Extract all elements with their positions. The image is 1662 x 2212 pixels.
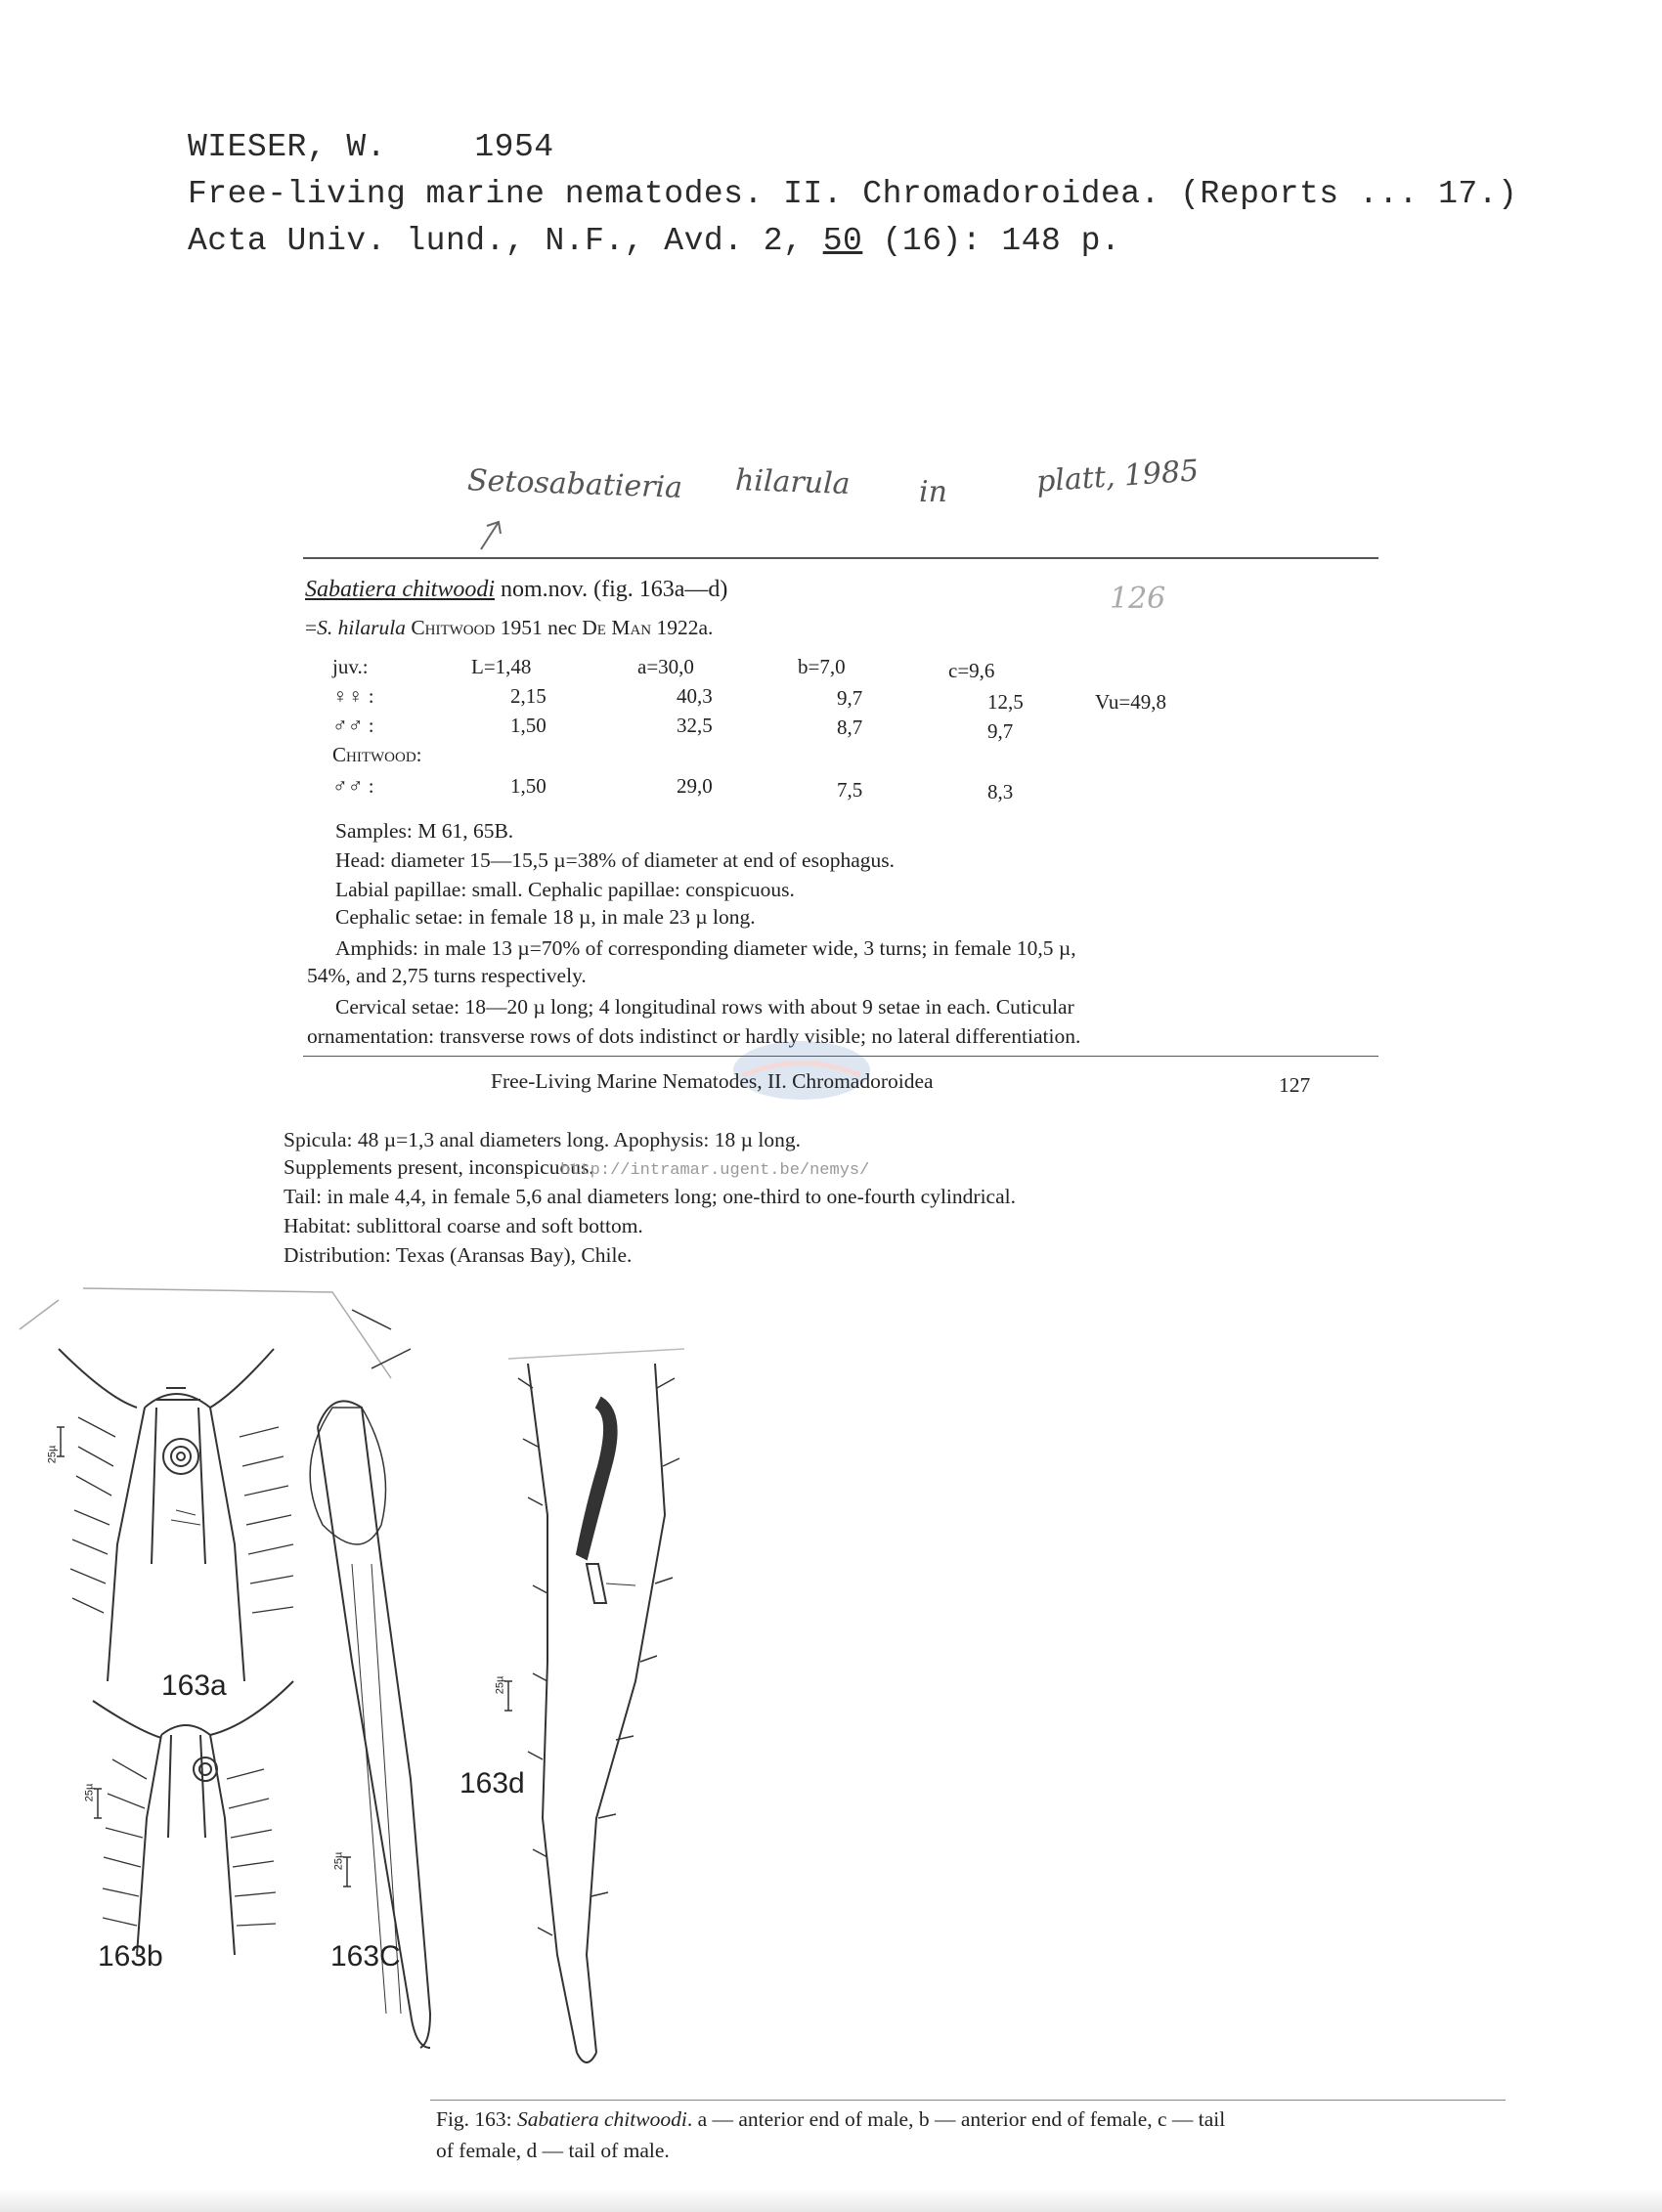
synonym-line (305, 616, 713, 640)
row3-label: Chitwood: (332, 743, 422, 766)
row2-b: 8,7 (837, 716, 863, 739)
synonym-end: 1922a. (651, 616, 714, 639)
handwritten-arrow-icon (477, 518, 506, 551)
caption-line-2: of female, d — tail of male. (436, 2139, 670, 2162)
handwritten-genus: Setosabatieria (466, 463, 683, 505)
scale-label-c: 25µ (332, 1851, 345, 1871)
row4-b: 7,5 (837, 778, 863, 802)
row0-c: c=9,6 (948, 659, 995, 682)
desc-line-3: Cephalic setae: in female 18 µ, in male 23 µ long. (335, 905, 756, 929)
header-journal (188, 223, 1120, 259)
scale-label-a: 25µ (46, 1445, 59, 1464)
row2-c: 9,7 (987, 719, 1014, 743)
handwritten-author: platt, 1985 (1034, 454, 1201, 499)
handwritten-in: in (919, 475, 947, 509)
species-suffix: nom.nov. (fig. 163a—d) (495, 577, 728, 602)
row1-vu: Vu=49,8 (1095, 690, 1166, 714)
page2-line-1-text: Supplements present, inconspicuous. (284, 1155, 594, 1179)
row4-label: ♂♂ : (332, 774, 374, 798)
top-rule (303, 557, 1378, 559)
desc-line-0: Samples: M 61, 65B. (335, 819, 514, 843)
handwritten-species: hilarula (734, 462, 852, 502)
header-year: 1954 (474, 129, 554, 165)
fig-163d-body (528, 1364, 665, 2053)
caption-species: Sabatiera chitwoodi (517, 2107, 687, 2131)
scale-label-b: 25µ (83, 1783, 96, 1802)
page2-line-3: Habitat: sublittoral coarse and soft bottom. (284, 1214, 643, 1237)
desc-line-7: ornamentation: transverse rows of dots indistinct or hardly visible; no lateral differentiation. (307, 1024, 1081, 1048)
synonym-name: S. hilarula (317, 616, 406, 639)
row1-L: 2,15 (510, 684, 547, 708)
desc-line-4: Amphids: in male 13 µ=70% of corresponding diameter wide, 3 turns; in female 10,5 µ, (335, 936, 1076, 960)
caption-text1: . a — anterior end of male, b — anterior end of female, c — tail (686, 2107, 1226, 2131)
row2-L: 1,50 (510, 714, 547, 737)
fig-163b-body (137, 1725, 235, 1955)
fig-label-163a: 163a (161, 1670, 227, 1702)
row4-L: 1,50 (510, 774, 547, 798)
header-pages: (16): 148 p. (862, 223, 1121, 259)
page2-line-4: Distribution: Texas (Aransas Bay), Chile. (284, 1243, 633, 1267)
row4-c: 8,3 (987, 780, 1014, 803)
row4-a: 29,0 (677, 774, 713, 798)
row1-b: 9,7 (837, 686, 863, 710)
row1-label: ♀♀ : (332, 684, 374, 708)
row0-L: L=1,48 (471, 655, 532, 678)
row2-label: ♂♂ : (332, 714, 374, 737)
page2-line-1 (284, 1155, 869, 1180)
header-journal-name: Acta Univ. lund., N.F., Avd. 2, (188, 223, 823, 259)
fig-label-163c: 163C (330, 1940, 401, 1973)
desc-line-1: Head: diameter 15—15,5 µ=38% of diameter at end of esophagus. (335, 848, 895, 872)
scan-edge (0, 2190, 1662, 2212)
caption-rule (430, 2100, 1506, 2101)
synonym-author1: Chitwood (411, 616, 496, 639)
fig-163d-spicule (577, 1398, 617, 1559)
desc-line-2: Labial papillae: small. Cephalic papillae: conspicuous. (335, 878, 795, 901)
row1-c: 12,5 (987, 690, 1024, 714)
scale-label-d: 25µ (494, 1675, 506, 1695)
row1-a: 40,3 (677, 684, 713, 708)
row0-b: b=7,0 (798, 655, 846, 678)
row0-label: juv.: (332, 655, 369, 678)
page-number: 127 (1279, 1073, 1311, 1097)
row0-a: a=30,0 (637, 655, 694, 678)
species-heading (305, 577, 727, 603)
handwritten-page: 126 (1110, 582, 1166, 616)
synonym-mid: 1951 nec (495, 616, 583, 639)
figure-drawings (0, 1271, 1662, 2092)
desc-line-5: 54%, and 2,75 turns respectively. (307, 964, 587, 987)
caption-line-1 (436, 2107, 1225, 2132)
header-volume: 50 (822, 223, 863, 259)
header-title: Free-living marine nematodes. II. Chromadoroidea. (Reports ... 17.) (188, 176, 1518, 212)
row2-a: 32,5 (677, 714, 713, 737)
species-name: Sabatiera chitwoodi (305, 577, 495, 602)
fig-label-163b: 163b (98, 1940, 163, 1973)
caption-prefix: Fig. 163: (436, 2107, 518, 2131)
running-head: Free-Living Marine Nematodes, II. Chromadoroidea (491, 1069, 934, 1093)
fig-label-163d: 163d (459, 1767, 525, 1800)
page2-line-0: Spicula: 48 µ=1,3 anal diameters long. Apophysis: 18 µ long. (284, 1128, 801, 1151)
watermark-url: http://intramar.ugent.be/nemys/ (560, 1161, 870, 1180)
desc-line-6: Cervical setae: 18—20 µ long; 4 longitudinal rows with about 9 setae in each. Cuticular (335, 995, 1074, 1019)
header-author (188, 129, 554, 165)
page2-line-2: Tail: in male 4,4, in female 5,6 anal diameters long; one-third to one-fourth cylindrical. (284, 1185, 1016, 1208)
synonym-prefix: = (305, 616, 318, 639)
synonym-author2: De Man (582, 616, 652, 639)
header-author-name: WIESER, W. (188, 129, 387, 165)
fig-163a-body (108, 1394, 244, 1681)
